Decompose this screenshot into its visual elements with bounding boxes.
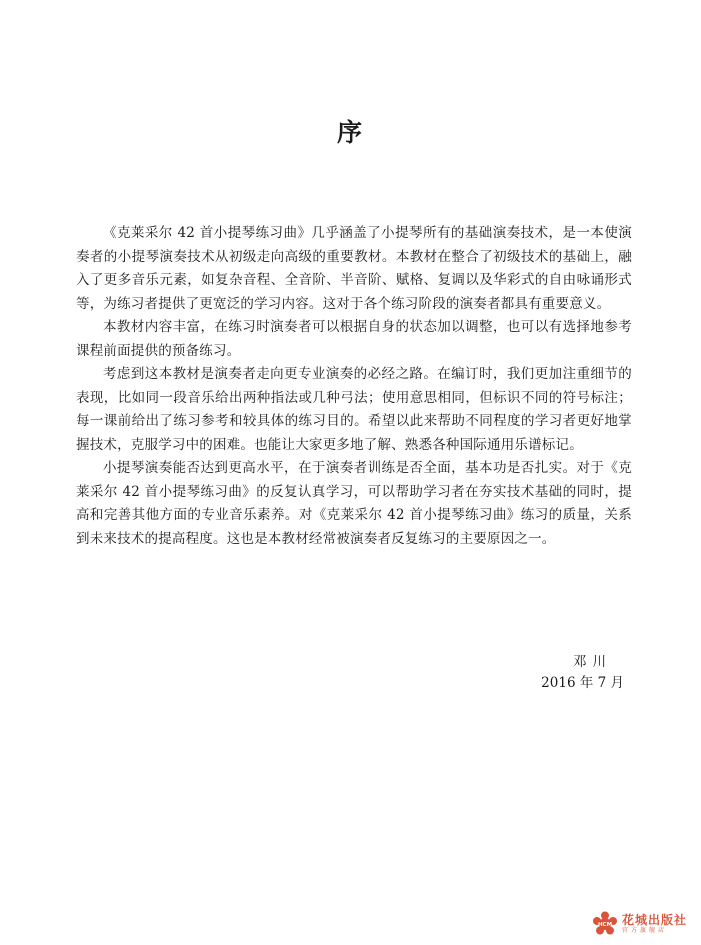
logo-mark-text: HCM	[597, 922, 613, 928]
publisher-logo	[592, 911, 687, 937]
paragraph-4: 小提琴演奏能否达到更高水平，在于演奏者训练是否全面，基本功是否扎实。对于《克莱采尔 42 首小提琴练习曲》的反复认真学习，可以帮助学习者在夯实技术基础的同时，提高和完善其他方面的专业音乐素养。对《克莱采尔 42 首小提琴练习曲》练习的质量，关系到未来技术的提高程度。这也是本教材经常被演奏者反复练习的主要原因之一。	[76, 460, 632, 547]
publisher-subtitle: 官方旗舰店	[621, 927, 667, 934]
author-name: 邓川	[573, 654, 612, 670]
signature-block	[541, 652, 624, 694]
paragraph-1: 《克莱采尔 42 首小提琴练习曲》几乎涵盖了小提琴所有的基础演奏技术，是一本使演奏者的小提琴演奏技术从初级走向高级的重要教材。本教材在整合了初级技术的基础上，融入了更多音乐元素，如复杂音程、全音阶、半音阶、赋格、复调以及华彩式的自由咏诵形式等，为练习者提供了更宽泛的学习内容。这对于各个练习阶段的演奏者都具有重要意义。	[76, 225, 632, 312]
page-title: 序	[336, 118, 364, 147]
paragraph-3: 考虑到这本教材是演奏者走向更专业演奏的必经之路。在编订时，我们更加注重细节的表现，比如同一段音乐给出两种指法或几种弓法；使用意思相同，但标识不同的符号标注；每一课前给出了练习参考和较具体的练习目的。希望以此来帮助不同程度的学习者更好地掌握技术，克服学习中的困难。也能让大家更多地了解、熟悉各种国际通用乐谱标记。	[76, 366, 632, 453]
flower-logo-icon	[592, 911, 618, 937]
preface-body	[76, 222, 632, 551]
paragraph-2: 本教材内容丰富，在练习时演奏者可以根据自身的状态加以调整，也可以有选择地参考课程前面提供的预备练习。	[76, 319, 632, 359]
signature-date: 2016 年 7 月	[541, 675, 624, 691]
publisher-name: 花城出版社	[621, 913, 687, 927]
